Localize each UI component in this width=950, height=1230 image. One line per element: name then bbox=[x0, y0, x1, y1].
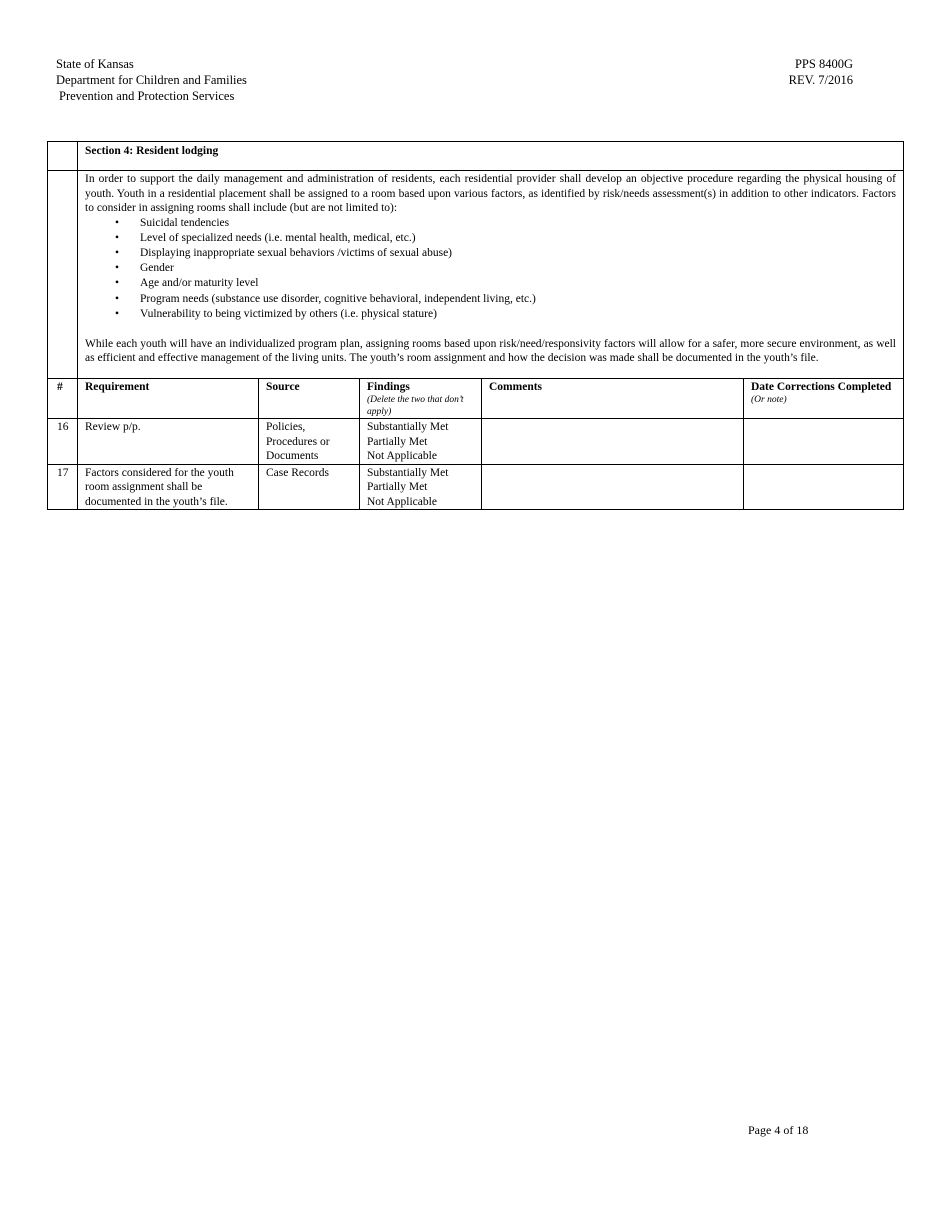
row-number: 17 bbox=[48, 464, 78, 510]
finding-option: Substantially Met bbox=[367, 466, 449, 479]
section-title-row bbox=[48, 142, 904, 171]
agency-header bbox=[56, 56, 247, 104]
row-requirement: Factors considered for the youth room assignment shall be documented in the youth’s file. bbox=[78, 464, 259, 510]
finding-option: Substantially Met bbox=[367, 421, 449, 434]
row-date-field[interactable] bbox=[744, 464, 904, 510]
row-source: Case Records bbox=[259, 464, 360, 510]
finding-option: Partially Met bbox=[367, 435, 428, 448]
form-revision: REV. 7/2016 bbox=[788, 73, 853, 87]
form-id-header bbox=[789, 56, 853, 88]
list-item: • Suicidal tendencies bbox=[140, 216, 896, 231]
list-item: • Level of specialized needs (i.e. mental health, medical, etc.) bbox=[140, 231, 896, 246]
finding-option: Partially Met bbox=[367, 481, 428, 494]
findings-label: Findings bbox=[367, 380, 410, 393]
row-number: 16 bbox=[48, 419, 78, 465]
date-note: (Or note) bbox=[751, 395, 787, 406]
section-title: Section 4: Resident lodging bbox=[78, 142, 904, 171]
row-comments-field[interactable] bbox=[482, 419, 744, 465]
row-findings[interactable] bbox=[360, 419, 482, 465]
list-item: • Vulnerability to being victimized by others (i.e. physical stature) bbox=[140, 307, 896, 322]
col-comments-header: Comments bbox=[482, 378, 744, 419]
list-item: • Gender bbox=[140, 261, 896, 276]
row-requirement: Review p/p. bbox=[78, 419, 259, 465]
intro-paragraph: In order to support the daily management and administration of residents, each residential provider shall develop an objective procedure regarding the physical housing of youth. Youth in a residential placement shall be assigned to a room based upon various factors, as identified by risk/needs assessment(s) in addition to other indicators. Factors to consider in assigning rooms shall include (but are not limited to): bbox=[85, 173, 897, 214]
assessment-table bbox=[47, 141, 904, 510]
factor-list bbox=[85, 216, 896, 322]
col-number-header: # bbox=[48, 378, 78, 419]
col-findings-header bbox=[360, 378, 482, 419]
row-findings[interactable] bbox=[360, 464, 482, 510]
agency-division: Prevention and Protection Services bbox=[59, 89, 235, 103]
row-date-field[interactable] bbox=[744, 419, 904, 465]
table-row bbox=[48, 464, 904, 510]
agency-state: State of Kansas bbox=[56, 57, 134, 71]
row-source: Policies, Procedures or Documents bbox=[259, 419, 360, 465]
finding-option: Not Applicable bbox=[367, 495, 437, 508]
section-intro bbox=[78, 171, 904, 379]
list-item: • Age and/or maturity level bbox=[140, 276, 896, 291]
section-intro-row bbox=[48, 171, 904, 379]
list-item: • Displaying inappropriate sexual behaviors /victims of sexual abuse) bbox=[140, 246, 896, 261]
date-label: Date Corrections Completed bbox=[751, 380, 892, 393]
row-comments-field[interactable] bbox=[482, 464, 744, 510]
agency-department: Department for Children and Families bbox=[56, 73, 247, 87]
finding-option: Not Applicable bbox=[367, 450, 437, 463]
col-requirement-header: Requirement bbox=[78, 378, 259, 419]
column-header-row bbox=[48, 378, 904, 419]
list-item: • Program needs (substance use disorder, cognitive behavioral, independent living, etc.) bbox=[140, 292, 896, 307]
table-row bbox=[48, 419, 904, 465]
findings-note: (Delete the two that don’t apply) bbox=[367, 395, 464, 418]
form-number: PPS 8400G bbox=[794, 57, 853, 71]
col-date-header bbox=[744, 378, 904, 419]
closing-paragraph: While each youth will have an individualized program plan, assigning rooms based upon risk/need/responsivity factors will allow for a safer, more secure environment, as well as efficient and effective management of the living units. The youth’s room assignment and how the decision was made shall be documented in the youth’s file. bbox=[85, 337, 897, 365]
col-source-header: Source bbox=[259, 378, 360, 419]
page-number: Page 4 of 18 bbox=[748, 1123, 809, 1137]
